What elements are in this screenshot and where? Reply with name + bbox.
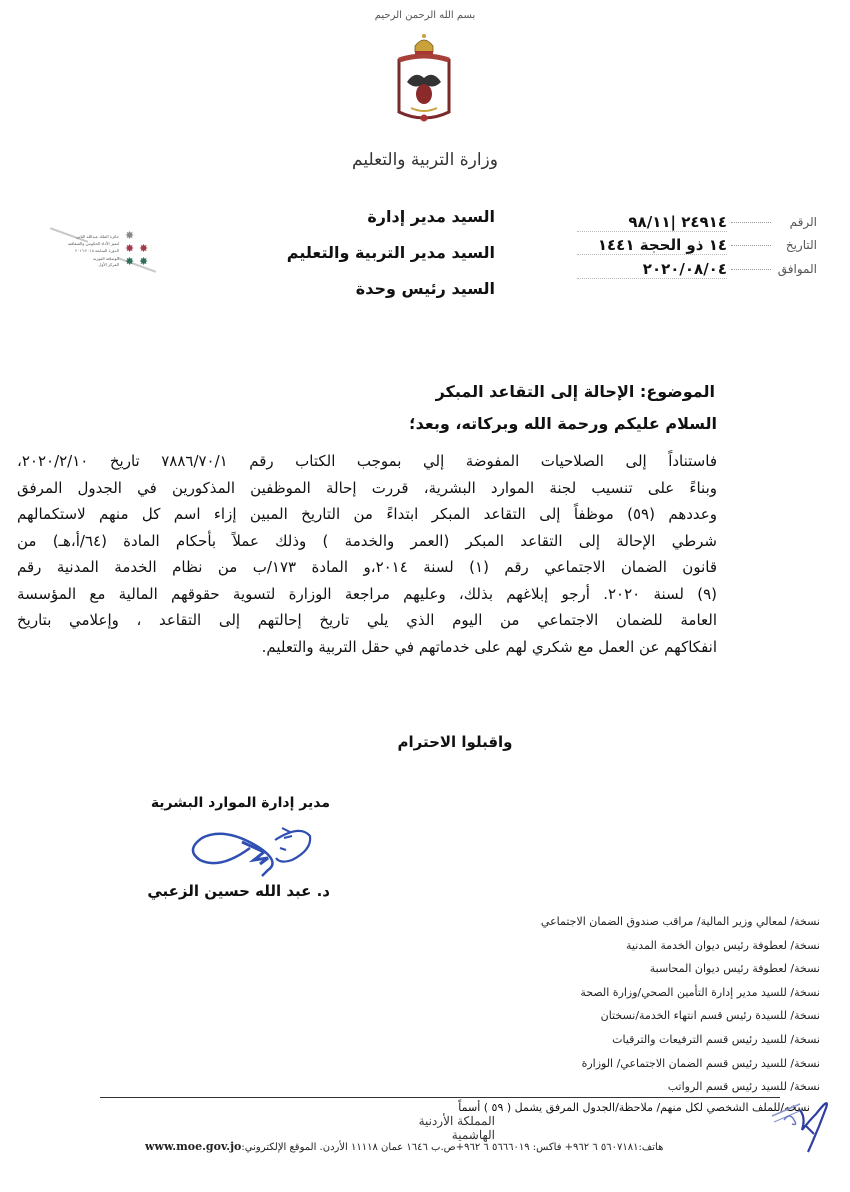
jordan-coat-of-arms-icon	[393, 32, 455, 132]
cc-item: نسخة/ لعطوفة رئيس ديوان المحاسبة	[649, 962, 820, 976]
hijri-date-value: ١٤ ذو الحجة ١٤٤١	[577, 236, 727, 255]
gregorian-date-value: ٢٠٢٠/٠٨/٠٤	[577, 260, 727, 279]
cc-item: نسخة/ لمعالي وزير المالية/ مراقب صندوق الضمان الاجتماعي	[540, 915, 820, 928]
reference-number-value: ٢٤٩١٤ |٩٨/١١	[577, 213, 727, 232]
body-line: (٩) لسنة ٢٠٢٠. أرجو إبلاغهم بذلك، وعليهم مراجعة الوزارة لتسوية حقوقهم المالية مع المؤسسة	[17, 584, 717, 603]
body-line: وبناءً على تنسيب لجنة الموارد البشرية، قررت إحالة الموظفين المذكورين في الجدول المرفق	[17, 478, 717, 497]
signatory-title: مدير إدارة الموارد البشرية	[150, 795, 330, 811]
body-line: شرطي الإحالة إلى التقاعد المبكر (العمر والخدمة ) وذلك عملاً بأحكام المادة (٦٤/أ،هـ) من	[17, 531, 718, 550]
cc-item: نسخة/ لعطوفة رئيس ديوان الخدمة المدنية	[626, 938, 820, 952]
stamp-text: جائزة الملك عبدالله الثاني	[76, 234, 119, 239]
footer-contact	[145, 1140, 705, 1153]
recipient-line: السيد رئيس وحدة	[355, 279, 495, 298]
website-link[interactable]: www.moe.gov.jo	[145, 1140, 242, 1153]
signatory-name: د. عبد الله حسين الزعبي	[147, 882, 330, 900]
stamp-stripe	[118, 257, 156, 273]
ministry-name: وزارة التربية والتعليم	[352, 150, 498, 170]
recipients-block	[265, 203, 495, 311]
cc-item: نسخة/ للسيد رئيس قسم الضمان الاجتماعي/ الوزارة	[581, 1056, 820, 1070]
corresponding-label: الموافق	[777, 262, 817, 276]
star-icon: ✸	[125, 242, 135, 255]
cc-item: نسخة/ للسيد رئيس قسم الترفيعات والترقيات	[612, 1032, 820, 1046]
recipient-line: السيد مدير التربية والتعليم	[286, 243, 495, 262]
cc-item: نسخة/ للسيد مدير إدارة التأمين الصحي/وزارة الصحة	[580, 985, 820, 999]
star-icon: ✸	[125, 229, 135, 242]
closing-phrase: واقبلوا الاحترام	[397, 733, 513, 751]
reference-number-label: الرقم	[789, 215, 817, 229]
kingdom-name: المملكة الأردنية الهاشمية	[418, 1114, 495, 1142]
contact-details: هاتف:٥٦٠٧١٨١ ٦ ٩٦٢+ فاكس: ٥٦٦٦٠١٩ ٦ ٩٦٢+ص.ب ١٦٤٦ عمان ١١١١٨ الأردن. الموقع الإلكتروني:	[241, 1142, 664, 1153]
cc-item: نسخة/ للسيد رئيس قسم الرواتب	[667, 1080, 820, 1094]
star-icon: ✸	[139, 255, 149, 268]
handwritten-signature	[180, 820, 320, 878]
body-line: العامة للضمان الاجتماعي من اليوم الذي يلي تاريخ إحالتهم إلى التقاعد ، وإعلامي بتاريخ	[17, 611, 717, 629]
body-line: فاستناداً إلى الصلاحيات المفوضة إلي بموجب الكتاب رقم ٧٨٨٦/٧٠/١ تاريخ ٢٠٢٠/٢/١٠،	[17, 452, 717, 470]
star-icon: ✸	[125, 255, 135, 268]
footer-divider	[100, 1097, 780, 1098]
body-line: وعددهم (٥٩) موظفاً إلى التقاعد المبكر ابتداءً من التاريخ المبين إزاء اسم كل منهم لاستكمالهم	[17, 505, 717, 523]
letter-body	[17, 448, 717, 660]
star-icon: ✸	[139, 242, 149, 255]
body-line: قانون الضمان الاجتماعي رقم (١) لسنة ٢٠١٤،و المادة ١٧٣/ب من نظام الخدمة المدنية رقم	[17, 558, 717, 576]
hijri-date-row	[577, 235, 817, 255]
body-line: انفكاكهم عن العمل مع شكري لهم على خدماتهم في حقل التربية والتعليم.	[261, 637, 717, 656]
handwritten-initials	[770, 1090, 835, 1160]
reference-number-row	[577, 212, 817, 232]
footer-note: نسخه/للملف الشخصي لكل منهم/ ملاحظة/الجدول المرفق يشمل ( ٥٩ ) أسماً	[458, 1101, 810, 1114]
stamp-text: الدورة السابعة ٢٠١٥-٢٠١٦	[75, 248, 119, 253]
dotted-leader	[731, 245, 771, 246]
stamp-text: المركز الأول	[98, 262, 119, 267]
dotted-leader	[731, 269, 771, 270]
gregorian-date-row	[577, 259, 817, 279]
stamp-text: الوصافة الفوزية	[93, 256, 119, 261]
greeting: السلام عليكم ورحمة الله وبركاته، وبعد؛	[409, 414, 717, 433]
subject-line: الموضوع: الإحالة إلى التقاعد المبكر	[435, 382, 715, 401]
cc-list	[380, 913, 820, 1102]
date-label: التاريخ	[785, 238, 817, 252]
cc-item: نسخة/ للسيدة رئيس قسم انتهاء الخدمة/نسختان	[600, 1009, 820, 1023]
excellence-award-stamp	[55, 228, 155, 276]
recipient-line: السيد مدير إدارة	[367, 207, 495, 226]
basmala: بسم الله الرحمن الرحيم	[374, 10, 476, 21]
stamp-text: لتميز الأداء الحكومي والشفافية	[67, 241, 119, 246]
dotted-leader	[731, 222, 771, 223]
